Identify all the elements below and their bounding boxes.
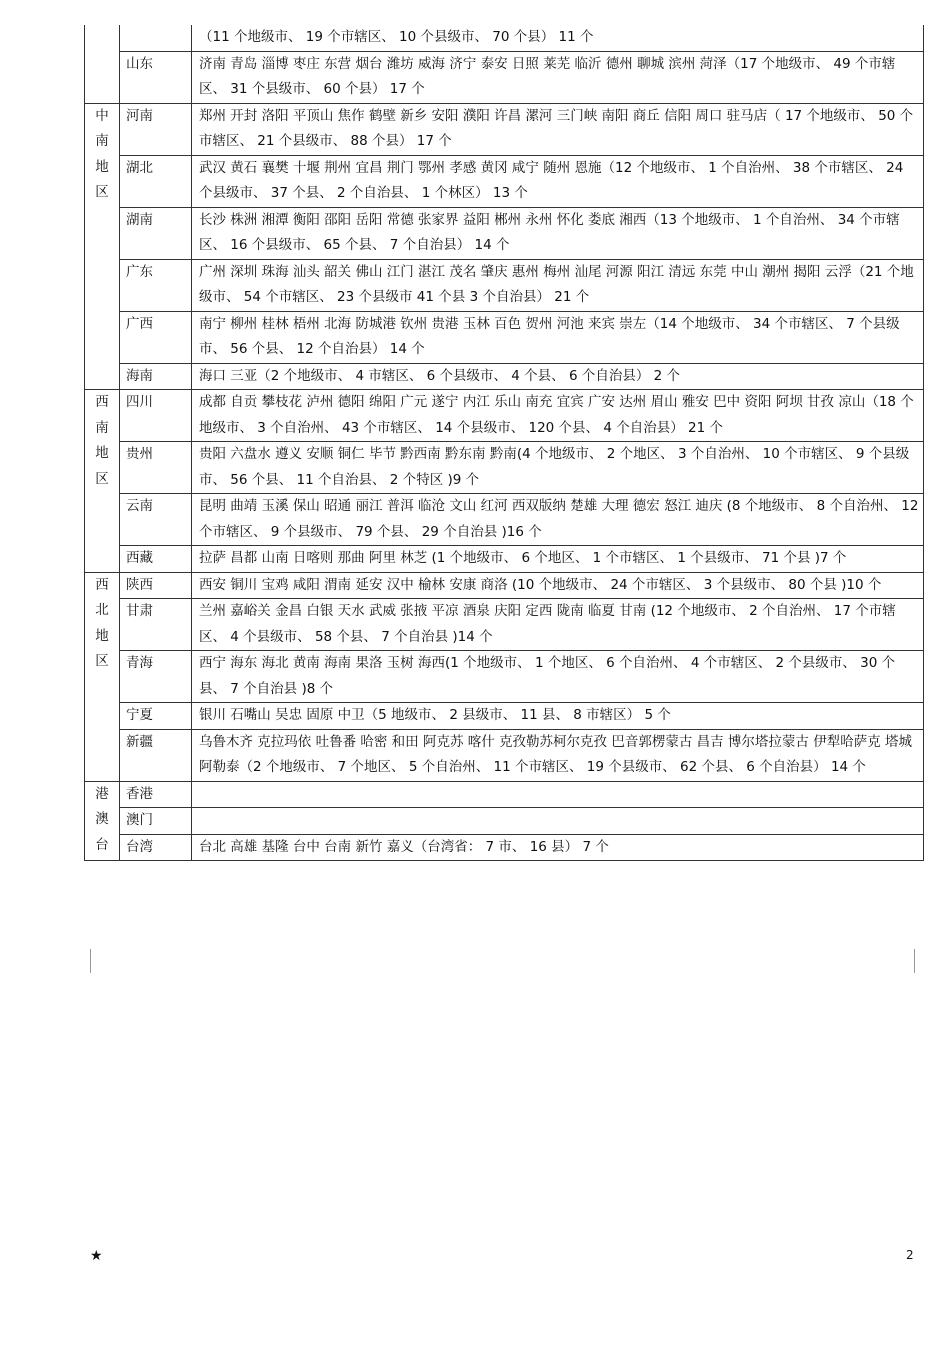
table-row	[85, 311, 924, 363]
region-char: 台	[95, 836, 109, 853]
province-cell: 四川	[120, 390, 192, 442]
region-cell	[85, 25, 120, 103]
region-char: 地	[95, 445, 109, 461]
cities-cell: 武汉 黄石 襄樊 十堰 荆州 宜昌 荆门 鄂州 孝感 黄冈 咸宁 随州 恩施（12 个地级市、 1 个自治州、 38 个市辖区、 24 个县级市、 37 个县、 2 个自治县、 1 个林区） 13 个	[192, 155, 924, 207]
region-char: 北	[95, 602, 109, 618]
table-row	[85, 834, 924, 861]
cities-cell: 拉萨 昌都 山南 日喀则 那曲 阿里 林芝 (1 个地级市、 6 个地区、 1 个市辖区、 1 个县级市、 71 个县 )7 个	[192, 546, 924, 573]
cities-cell: 银川 石嘴山 吴忠 固原 中卫（5 地级市、 2 县级市、 11 县、 8 市辖区） 5 个	[192, 703, 924, 730]
table-row	[85, 363, 924, 390]
table-row	[85, 25, 924, 51]
page-number: 2	[906, 1248, 914, 1262]
cities-cell: 南宁 柳州 桂林 梧州 北海 防城港 钦州 贵港 玉林 百色 贺州 河池 来宾 崇左（14 个地级市、 34 个市辖区、 7 个县级市、 56 个县、 12 个自治县） 14 个	[192, 311, 924, 363]
region-char: 港	[95, 785, 109, 802]
region-char: 地	[95, 627, 109, 644]
province-cell: 澳门	[120, 808, 192, 835]
admin-divisions-table	[84, 25, 924, 861]
region-char: 南	[95, 133, 109, 149]
cities-cell: 乌鲁木齐 克拉玛依 吐鲁番 哈密 和田 阿克苏 喀什 克孜勒苏柯尔克孜 巴音郭楞蒙古 昌吉 博尔塔拉蒙古 伊犁哈萨克 塔城 阿勒泰（2 个地级市、 7 个地区、 5 个自治州、 11 个市辖区、 19 个县级市、 62 个县、 6 个自治县） 14 个	[192, 729, 924, 781]
cities-cell: 台北 高雄 基隆 台中 台南 新竹 嘉义（台湾省： 7 市、 16 县） 7 个	[192, 834, 924, 861]
region-char: 地	[95, 158, 109, 175]
table-row	[85, 103, 924, 155]
region-char: 西	[95, 394, 109, 410]
province-cell: 西藏	[120, 546, 192, 573]
table-row	[85, 155, 924, 207]
cities-cell: 郑州 开封 洛阳 平顶山 焦作 鹤壁 新乡 安阳 濮阳 许昌 漯河 三门峡 南阳 商丘 信阳 周口 驻马店（ 17 个地级市、 50 个市辖区、 21 个县级市、 88 个县） 17 个	[192, 103, 924, 155]
star-mark: ★	[90, 1248, 103, 1264]
province-cell: 广西	[120, 311, 192, 363]
cities-cell: 西安 铜川 宝鸡 咸阳 渭南 延安 汉中 榆林 安康 商洛 (10 个地级市、 24 个市辖区、 3 个县级市、 80 个县 )10 个	[192, 572, 924, 599]
region-char: 南	[95, 419, 109, 436]
cities-cell: （11 个地级市、 19 个市辖区、 10 个县级市、 70 个县） 11 个	[192, 25, 924, 51]
region-char: 区	[95, 653, 109, 669]
cities-cell: 兰州 嘉峪关 金昌 白银 天水 武威 张掖 平凉 酒泉 庆阳 定西 陇南 临夏 甘南 (12 个地级市、 2 个自治州、 17 个市辖区、 4 个县级市、 58 个县、 7 个自治县 )14 个	[192, 599, 924, 651]
table-foot-line-left	[90, 949, 91, 973]
cities-cell: 西宁 海东 海北 黄南 海南 果洛 玉树 海西(1 个地级市、 1 个地区、 6 个自治州、 4 个市辖区、 2 个县级市、 30 个县、 7 个自治县 )8 个	[192, 651, 924, 703]
table-foot-line-right	[914, 949, 915, 973]
cities-cell: 海口 三亚（2 个地级市、 4 市辖区、 6 个县级市、 4 个县、 6 个自治县） 2 个	[192, 363, 924, 390]
province-cell: 陕西	[120, 572, 192, 599]
cities-cell: 贵阳 六盘水 遵义 安顺 铜仁 毕节 黔西南 黔东南 黔南(4 个地级市、 2 个地区、 3 个自治州、 10 个市辖区、 9 个县级市、 56 个县、 11 个自治县、 2 个特区 )9 个	[192, 442, 924, 494]
region-cell	[85, 103, 120, 390]
province-cell: 海南	[120, 363, 192, 390]
table-row	[85, 390, 924, 442]
table-row	[85, 729, 924, 781]
province-cell: 新疆	[120, 729, 192, 781]
cities-cell: 济南 青岛 淄博 枣庄 东营 烟台 潍坊 威海 济宁 泰安 日照 莱芜 临沂 德州 聊城 滨州 菏泽（17 个地级市、 49 个市辖区、 31 个县级市、 60 个县） 17 个	[192, 51, 924, 103]
table-row	[85, 259, 924, 311]
province-cell: 甘肃	[120, 599, 192, 651]
table-row	[85, 207, 924, 259]
cities-cell	[192, 781, 924, 808]
table-row	[85, 494, 924, 546]
province-cell: 湖北	[120, 155, 192, 207]
region-char: 区	[95, 184, 109, 200]
table-row	[85, 442, 924, 494]
province-cell: 山东	[120, 51, 192, 103]
province-cell: 云南	[120, 494, 192, 546]
cities-cell: 长沙 株洲 湘潭 衡阳 邵阳 岳阳 常德 张家界 益阳 郴州 永州 怀化 娄底 湘西（13 个地级市、 1 个自治州、 34 个市辖区、 16 个县级市、 65 个县、 7 个自治县） 14 个	[192, 207, 924, 259]
region-char: 中	[95, 107, 109, 124]
table-body	[85, 25, 924, 861]
table-row	[85, 51, 924, 103]
region-cell	[85, 781, 120, 861]
table-row	[85, 808, 924, 835]
cities-cell	[192, 808, 924, 835]
region-cell	[85, 572, 120, 781]
region-char: 西	[95, 576, 109, 593]
province-cell	[120, 25, 192, 51]
province-cell: 湖南	[120, 207, 192, 259]
province-cell: 河南	[120, 103, 192, 155]
table-row	[85, 781, 924, 808]
region-char: 澳	[95, 811, 109, 827]
table-row	[85, 651, 924, 703]
province-cell: 贵州	[120, 442, 192, 494]
table-row	[85, 599, 924, 651]
region-char: 区	[95, 470, 109, 487]
cities-cell: 广州 深圳 珠海 汕头 韶关 佛山 江门 湛江 茂名 肇庆 惠州 梅州 汕尾 河源 阳江 清远 东莞 中山 潮州 揭阳 云浮（21 个地级市、 54 个市辖区、 23 个县级市 41 个县 3 个自治县） 21 个	[192, 259, 924, 311]
cities-cell: 昆明 曲靖 玉溪 保山 昭通 丽江 普洱 临沧 文山 红河 西双版纳 楚雄 大理 德宏 怒江 迪庆 (8 个地级市、 8 个自治州、 12 个市辖区、 9 个县级市、 79 个县、 29 个自治县 )16 个	[192, 494, 924, 546]
province-cell: 宁夏	[120, 703, 192, 730]
province-cell: 青海	[120, 651, 192, 703]
province-cell: 广东	[120, 259, 192, 311]
cities-cell: 成都 自贡 攀枝花 泸州 德阳 绵阳 广元 遂宁 内江 乐山 南充 宜宾 广安 达州 眉山 雅安 巴中 资阳 阿坝 甘孜 凉山（18 个地级市、 3 个自治州、 43 个市辖区、 14 个县级市、 120 个县、 4 个自治县） 21 个	[192, 390, 924, 442]
region-cell	[85, 390, 120, 573]
table-row	[85, 572, 924, 599]
province-cell: 台湾	[120, 834, 192, 861]
table-row	[85, 546, 924, 573]
table-row	[85, 703, 924, 730]
province-cell: 香港	[120, 781, 192, 808]
